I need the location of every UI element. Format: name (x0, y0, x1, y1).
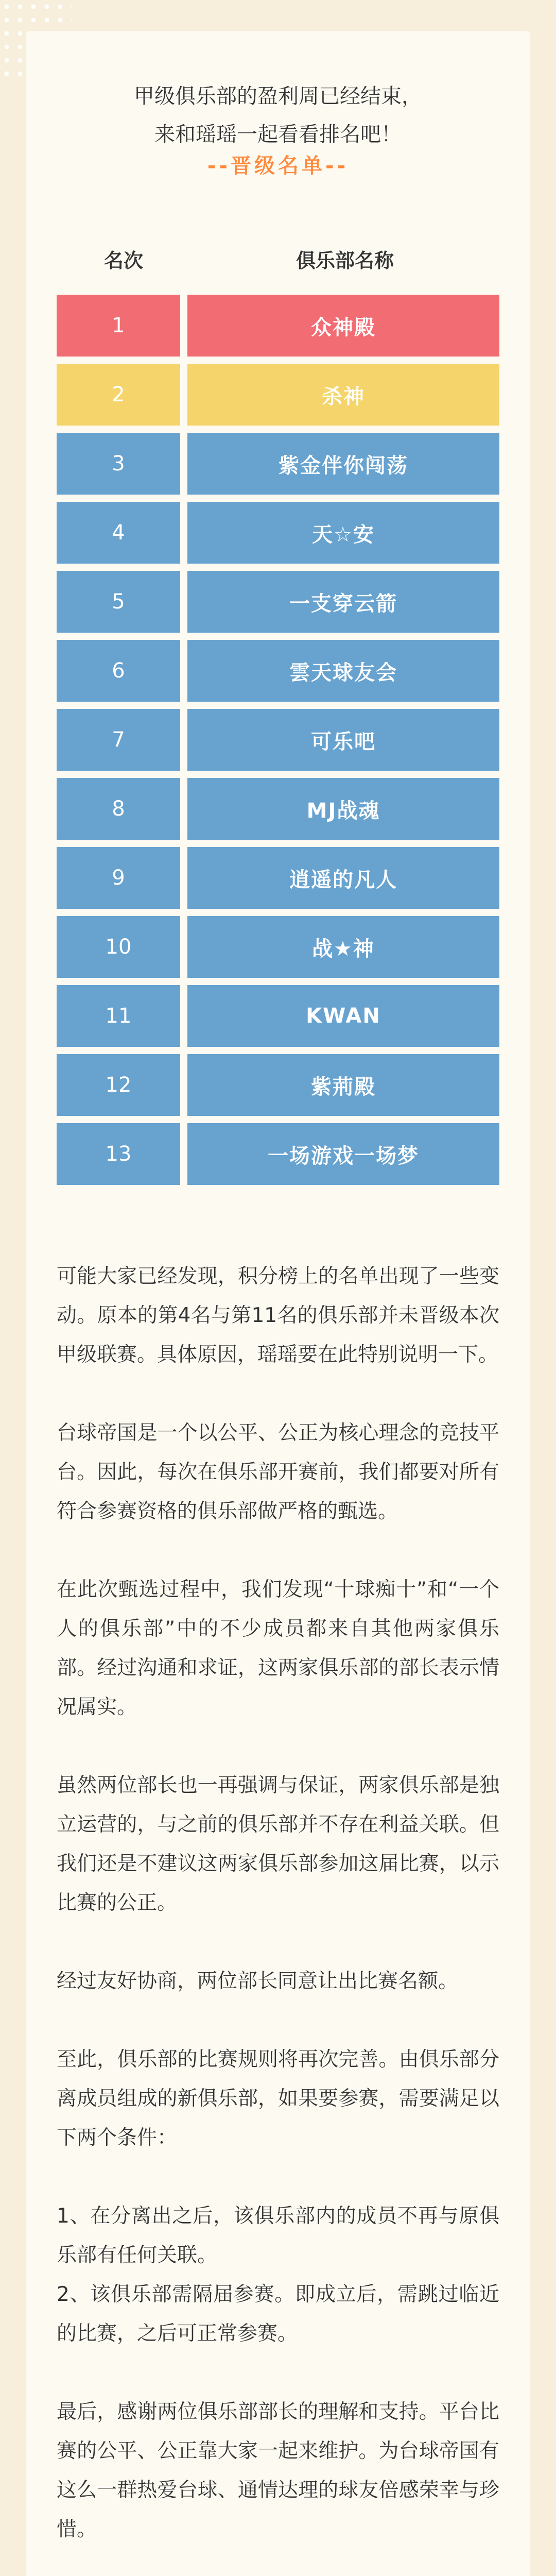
table-header (57, 230, 499, 287)
rank-cell: 2 (57, 364, 180, 426)
table-row (57, 502, 499, 564)
club-name-cell: 一支穿云箭 (187, 571, 499, 633)
intro-line-1: 甲级俱乐部的盈利周已经结束， (134, 84, 422, 108)
article-paragraph: 虽然两位部长也一再强调与保证，两家俱乐部是独立运营的，与之前的俱乐部并不存在利益关联。但我们还是不建议这两家俱乐部参加这届比赛，以示比赛的公正。 (57, 1774, 499, 1914)
table-row (57, 640, 499, 702)
club-name-cell: 一场游戏一场梦 (187, 1123, 499, 1185)
rank-cell: 8 (57, 778, 180, 840)
table-row (57, 295, 499, 357)
rank-cell: 9 (57, 847, 180, 909)
rank-cell: 13 (57, 1123, 180, 1185)
club-name-cell: 雲天球友会 (187, 640, 499, 702)
rank-cell: 3 (57, 433, 180, 495)
article-body (57, 1257, 499, 2576)
club-name-cell: MJ战魂 (187, 778, 499, 840)
club-name-cell: 逍遥的凡人 (187, 847, 499, 909)
rank-cell: 12 (57, 1054, 180, 1116)
club-name-cell: 紫荊殿 (187, 1054, 499, 1116)
header-rank: 名次 (103, 249, 143, 272)
club-name-cell: 可乐吧 (187, 709, 499, 771)
section-title: --晋级名单-- (207, 154, 349, 178)
table-row (57, 778, 499, 840)
table-row (57, 916, 499, 978)
article-paragraph: 至此，俱乐部的比赛规则将再次完善。由俱乐部分离成员组成的新俱乐部，如果要参赛，需要满足以下两个条件： (57, 2048, 499, 2149)
rank-cell: 1 (57, 295, 180, 357)
club-name-cell: 战★神 (187, 916, 499, 978)
club-name-cell: 紫金伴你闯荡 (187, 433, 499, 495)
rank-cell: 7 (57, 709, 180, 771)
article-paragraph: 1、在分离出之后，该俱乐部内的成员不再与原俱乐部有任何关联。 2、该俱乐部需隔届参赛。即成立后，需跳过临近的比赛，之后可正常参赛。 (57, 2205, 499, 2345)
club-name-cell: 天☆安 (187, 502, 499, 564)
intro-line-2: 来和瑶瑶一起看看排名吧！ (154, 123, 402, 146)
table-row (57, 1054, 499, 1116)
article-paragraph: 最后，感谢两位俱乐部部长的理解和支持。平台比赛的公平、公正靠大家一起来维护。为台球帝国有这么一群热爱台球、通情达理的球友倍感荣幸与珍惜。 (57, 2400, 499, 2541)
article-paragraph: 在此次甄选过程中，我们发现“十球痴十”和“一个人的俱乐部”中的不少成员都来自其他两家俱乐部。经过沟通和求证，这两家俱乐部的部长表示情况属实。 (57, 1578, 499, 1719)
club-name-cell: 杀神 (187, 364, 499, 426)
article-paragraph: 可能大家已经发现，积分榜上的名单出现了一些变动。原本的第4名与第11名的俱乐部并未晋级本次甲级联赛。具体原因，瑶瑶要在此特别说明一下。 (57, 1265, 499, 1366)
club-name-cell: 众神殿 (187, 295, 499, 357)
rank-cell: 5 (57, 571, 180, 633)
table-row (57, 1123, 499, 1185)
header-club: 俱乐部名称 (296, 249, 394, 272)
table-body (57, 295, 499, 1185)
intro-text (0, 77, 556, 154)
rank-cell: 6 (57, 640, 180, 702)
table-row (57, 985, 499, 1047)
rank-cell: 11 (57, 985, 180, 1047)
rank-cell: 10 (57, 916, 180, 978)
table-row (57, 709, 499, 771)
club-name-cell: KWAN (187, 985, 499, 1047)
table-row (57, 433, 499, 495)
article-paragraph: 台球帝国是一个以公平、公正为核心理念的竞技平台。因此，每次在俱乐部开赛前，我们都要对所有符合参赛资格的俱乐部做严格的甄选。 (57, 1421, 499, 1523)
table-row (57, 364, 499, 426)
table-row (57, 847, 499, 909)
rank-cell: 4 (57, 502, 180, 564)
article-paragraph: 经过友好协商，两位部长同意让出比赛名额。 (57, 1970, 459, 1993)
table-row (57, 571, 499, 633)
ranking-table (57, 230, 499, 1185)
